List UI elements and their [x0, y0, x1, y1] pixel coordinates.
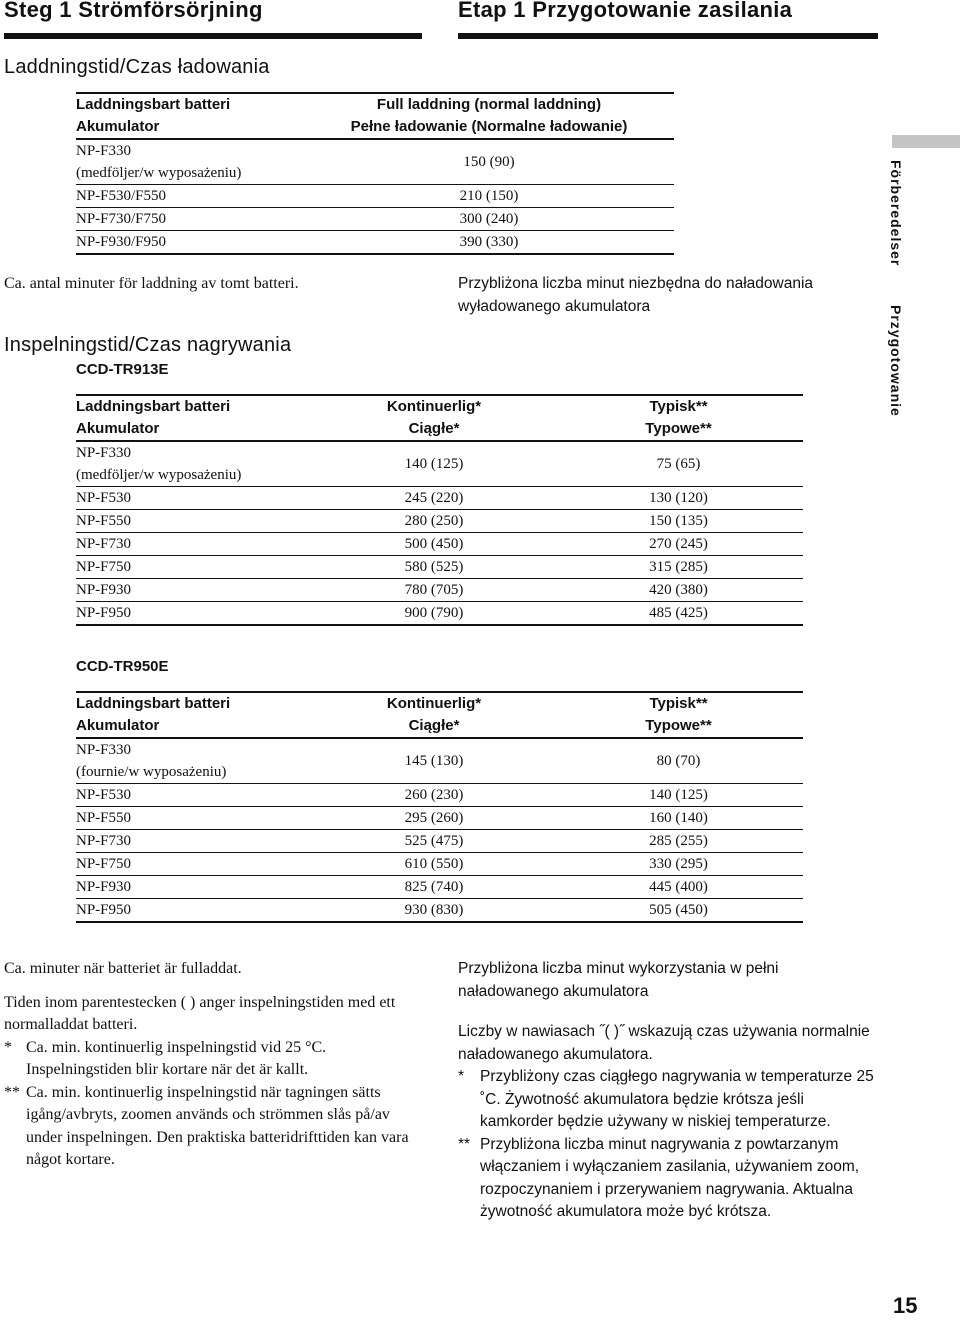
- notes-sv: [4, 958, 424, 1172]
- charging-heading: Laddningstid/Czas ładowania: [4, 56, 270, 78]
- battery-header-pl: Akumulator: [76, 717, 160, 734]
- typical-header-sv: Typisk**: [649, 398, 708, 415]
- table-row: [76, 738, 803, 784]
- charge-time: 300 (240): [459, 211, 519, 227]
- continuous-header-sv: Kontinuerlig*: [386, 398, 482, 415]
- typical-time: 270 (245): [649, 536, 708, 552]
- typical-time: 485 (425): [649, 605, 708, 621]
- continuous-header-sv: Kontinuerlig*: [386, 695, 482, 712]
- footnote-sv-2: [4, 1082, 424, 1172]
- battery-model: NP-F930: [76, 879, 132, 895]
- table-row: [76, 231, 674, 255]
- charging-caption-sv: Ca. antal minuter för laddning av tomt batteri.: [4, 275, 299, 292]
- continuous-time: 140 (125): [404, 456, 464, 472]
- continuous-time: 280 (250): [404, 513, 464, 529]
- typical-time: 505 (450): [649, 902, 708, 918]
- typical-time: 80 (70): [656, 753, 701, 769]
- typical-time: 420 (380): [649, 582, 708, 598]
- battery-note: (medföljer/w wyposażeniu): [76, 467, 242, 483]
- continuous-time: 580 (525): [404, 559, 464, 575]
- footnote-mark: **: [458, 1135, 471, 1153]
- table-row: [76, 853, 803, 876]
- header-left-title: Steg 1 Strömförsörjning: [4, 0, 263, 22]
- table-row: [76, 185, 674, 208]
- footnote-text: Przybliżona liczba minut nagrywania z powtarzanym włączaniem i wyłączaniem zasilania, używaniem zoom, rozpoczynaniem i przerywaniem nagrywania. Aktualna żywotność akumulatora może być krótsza.: [480, 1135, 860, 1220]
- continuous-time: 780 (705): [404, 582, 464, 598]
- continuous-time: 825 (740): [404, 879, 464, 895]
- typical-header-sv: Typisk**: [649, 695, 708, 712]
- typical-header-pl: Typowe**: [645, 717, 712, 734]
- continuous-time: 145 (130): [404, 753, 464, 769]
- battery-model: NP-F330: [76, 143, 132, 159]
- battery-header-sv: Laddningsbart batteri: [76, 96, 231, 113]
- header-left-rule: [4, 33, 422, 39]
- page-number: 15: [893, 1293, 918, 1318]
- typical-time: 160 (140): [649, 810, 708, 826]
- recording-table-1: [76, 394, 803, 626]
- table-row: [76, 556, 803, 579]
- table-row: [76, 830, 803, 853]
- footnote-text: Przybliżony czas ciągłego nagrywania w temperaturze 25 ˚C. Żywotność akumulatora będzie krótsza jeśli kamkorder będzie używany w niskiej temperaturze.: [480, 1068, 874, 1130]
- battery-header-sv: Laddningsbart batteri: [76, 695, 231, 712]
- battery-model: NP-F750: [76, 856, 132, 872]
- continuous-time: 930 (830): [404, 902, 464, 918]
- full-header-pl: Pełne ładowanie (Normalne ładowanie): [350, 118, 628, 135]
- typical-time: 140 (125): [649, 787, 708, 803]
- table-row: [76, 510, 803, 533]
- side-tab-label-pl: Przygotowanie: [888, 305, 904, 417]
- continuous-time: 245 (220): [404, 490, 464, 506]
- typical-header-pl: Typowe**: [645, 420, 712, 437]
- full-header-sv: Full laddning (normal laddning): [376, 96, 602, 113]
- note-sv-line2: Tiden inom parentestecken ( ) anger inspelningstiden med ett normalladdat batteri.: [4, 993, 396, 1033]
- recording-table-header: [76, 395, 803, 441]
- table-row: [76, 139, 674, 185]
- charging-table-header: [76, 93, 674, 139]
- footnote-pl-1: [458, 1066, 878, 1134]
- continuous-time: 900 (790): [404, 605, 464, 621]
- typical-time: 285 (255): [649, 833, 708, 849]
- table-row: [76, 602, 803, 626]
- continuous-time: 260 (230): [404, 787, 464, 803]
- charging-caption-pl: Przybliżona liczba minut niezbędna do naładowania wyładowanego akumulatora: [458, 275, 814, 315]
- table-row: [76, 807, 803, 830]
- note-pl-line2: Liczby w nawiasach ˝( )˝ wskazują czas używania normalnie naładowanego akumulatora.: [458, 1023, 870, 1063]
- battery-header-sv: Laddningsbart batteri: [76, 398, 231, 415]
- continuous-time: 610 (550): [404, 856, 464, 872]
- table-row: [76, 784, 803, 807]
- battery-header-pl: Akumulator: [76, 118, 160, 135]
- battery-model: NP-F750: [76, 559, 132, 575]
- charge-time: 210 (150): [459, 188, 519, 204]
- typical-time: 150 (135): [649, 513, 708, 529]
- battery-model: NP-F930: [76, 582, 132, 598]
- table-row: [76, 899, 803, 923]
- battery-model: NP-F330: [76, 445, 132, 461]
- typical-time: 75 (65): [656, 456, 701, 472]
- table-row: [76, 876, 803, 899]
- charge-time: 390 (330): [459, 234, 519, 250]
- continuous-header-pl: Ciągłe*: [408, 420, 460, 437]
- footnote-text: Ca. min. kontinuerlig inspelningstid vid 25 °C. Inspelningstiden blir kortare när det är kallt.: [26, 1038, 327, 1078]
- footnote-mark: *: [4, 1038, 12, 1056]
- footnote-sv-1: [4, 1037, 424, 1082]
- notes-pl: [458, 958, 878, 1224]
- recording-table-2: [76, 691, 803, 923]
- battery-model: NP-F530/F550: [76, 188, 167, 204]
- footnote-text: Ca. min. kontinuerlig inspelningstid när tagningen sätts igång/avbryts, zoomen används och strömmen slås på/av under inspelningen. Den praktiska batteridrifttiden kan vara något kortare.: [26, 1083, 409, 1168]
- battery-note: (medföljer/w wyposażeniu): [76, 165, 242, 181]
- recording-heading: Inspelningstid/Czas nagrywania: [4, 334, 292, 356]
- battery-model: NP-F530: [76, 490, 132, 506]
- battery-model: NP-F530: [76, 787, 132, 803]
- battery-model: NP-F550: [76, 513, 132, 529]
- footnote-pl-2: [458, 1134, 878, 1224]
- header-right-rule: [458, 33, 878, 39]
- typical-time: 130 (120): [649, 490, 708, 506]
- charging-table: [76, 92, 674, 255]
- typical-time: 445 (400): [649, 879, 708, 895]
- typical-time: 330 (295): [649, 856, 708, 872]
- continuous-time: 500 (450): [404, 536, 464, 552]
- table-row: [76, 208, 674, 231]
- charging-header-full: [304, 93, 674, 139]
- battery-header-pl: Akumulator: [76, 420, 160, 437]
- continuous-header-pl: Ciągłe*: [408, 717, 460, 734]
- battery-model: NP-F950: [76, 902, 132, 918]
- note-sv-line1: Ca. minuter när batteriet är fulladdat.: [4, 960, 242, 977]
- battery-model: NP-F730/F750: [76, 211, 167, 227]
- recording-table-header: [76, 692, 803, 738]
- battery-model: NP-F330: [76, 742, 132, 758]
- note-pl-line1: Przybliżona liczba minut wykorzystania w pełni naładowanego akumulatora: [458, 960, 779, 1000]
- model-title: CCD-TR913E: [76, 361, 169, 378]
- typical-time: 315 (285): [649, 559, 708, 575]
- battery-model: NP-F730: [76, 833, 132, 849]
- footnote-mark: *: [458, 1068, 465, 1085]
- footnote-mark: **: [4, 1083, 20, 1101]
- table-row: [76, 579, 803, 602]
- battery-model: NP-F930/F950: [76, 234, 167, 250]
- table-row: [76, 533, 803, 556]
- battery-model: NP-F550: [76, 810, 132, 826]
- header-right-title: Etap 1 Przygotowanie zasilania: [458, 0, 793, 22]
- table-row: [76, 441, 803, 487]
- model-title: CCD-TR950E: [76, 658, 169, 675]
- battery-model: NP-F950: [76, 605, 132, 621]
- battery-model: NP-F730: [76, 536, 132, 552]
- section-tab-marker: [892, 135, 960, 148]
- charge-time: 150 (90): [463, 154, 515, 170]
- charging-header-battery: [76, 93, 304, 139]
- table-row: [76, 487, 803, 510]
- side-tab-label-sv: Förberedelser: [888, 160, 904, 267]
- continuous-time: 525 (475): [404, 833, 464, 849]
- continuous-time: 295 (260): [404, 810, 464, 826]
- battery-note: (fournie/w wyposażeniu): [76, 764, 227, 780]
